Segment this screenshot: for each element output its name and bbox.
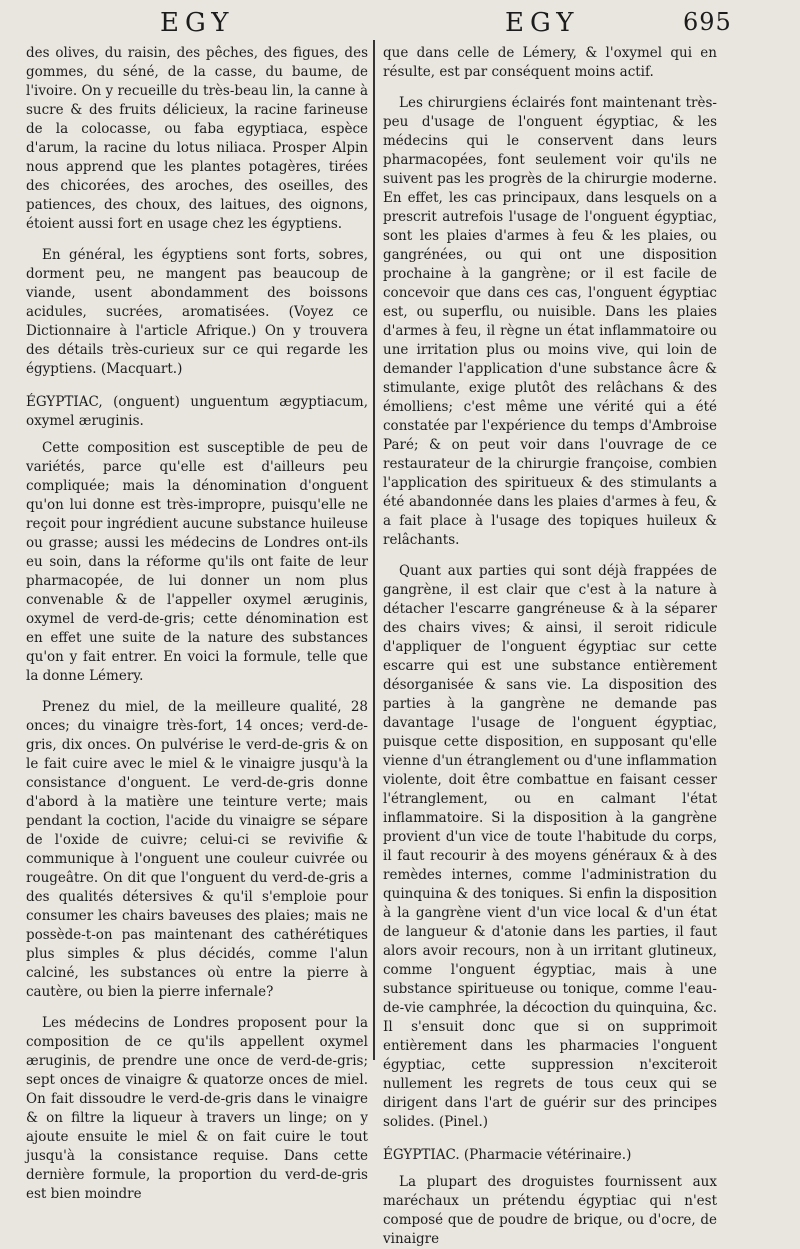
- entry-heading: ÉGYPTIAC. (Pharmacie vétérinaire.): [383, 1147, 632, 1163]
- paragraph: des olives, du raisin, des pêches, des figues, des gommes, du séné, de la casse, du baume, de l'ivoire. On y recueille du très-beau lin, la canne à sucre & des fruits délicieux, la racine farineuse de la colocasse, ou faba egyptiaca, espèce d'arum, la racine du lotus niliaca. Prosper Alpin nous apprend que les plantes potagères, tirées des chicorées, des aroches, des oseilles, des patiences, des choux, des laitues, des oignons, étoient aussi fort en usage chez les égyptiens.: [26, 45, 368, 232]
- paragraph: Cette composition est susceptible de peu de variétés, parce qu'elle est d'ailleurs peu compliquée; mais la dénomination d'onguent qu'on lui donne est très-impropre, puisqu'elle ne reçoit pour ingrédient aucune substance huileuse ou grasse; aussi les médecins de Londres ont-ils eu soin, dans la réforme qu'ils ont faite de leur pharmacopée, de lui donner un nom plus convenable & de l'appeller oxymel æruginis, oxymel de verd-de-gris; cette dénomination est en effet une suite de la nature des substances qu'on y fait entrer. En voici la formule, telle que la donne Lémery.: [26, 440, 368, 684]
- right-column: [383, 44, 717, 1247]
- left-column: [26, 44, 368, 1202]
- paragraph: La plupart des droguistes fournissent aux maréchaux un prétendu égyptiac qui n'est composé que de poudre de brique, ou d'ocre, de vinaigre: [383, 1174, 717, 1247]
- running-head-right: EGY: [505, 8, 580, 38]
- running-head-left: EGY: [160, 8, 235, 38]
- paragraph: En général, les égyptiens sont forts, sobres, dorment peu, ne mangent pas beaucoup de viande, usent abondamment des boissons acidules, sucrées, aromatisées. (Voyez ce Dictionnaire à l'article Afrique.) On y trouvera des détails très-curieux sur ce qui regarde les égyptiens. (Macquart.): [26, 247, 368, 377]
- column-divider: [373, 40, 375, 1060]
- paragraph: Les chirurgiens éclairés font maintenant très-peu d'usage de l'onguent égyptiac, & les médecins qui le conservent dans leurs pharmacopées, font seulement voir qu'ils ne suivent pas les progrès de la chirurgie moderne. En effet, les cas principaux, dans lesquels on a prescrit autrefois l'usage de l'onguent égyptiac, sont les plaies d'armes à feu & les plaies, ou gangrénées, ou qui ont une disposition prochaine à la gangrène; or il est facile de concevoir que dans ces cas, l'onguent égyptiac est, ou superflu, ou nuisible. Dans les plaies d'armes à feu, il règne un état inflammatoire ou une irritation plus ou moins vive, qui loin de demander l'application d'une substance âcre & stimulante, exige plutôt des relâchans & des émolliens; c'est même une vérité qui a été constatée par l'expérience du temps d'Ambroise Paré; & on peut voir dans l'ouvrage de ce restaurateur de la chirurgie françoise, combien l'application des spiritueux & des stimulants a été abandonnée dans les plaies d'armes à feu, & a fait place à l'usage des topiques huileux & relâchants.: [383, 95, 717, 548]
- paragraph: Prenez du miel, de la meilleure qualité, 28 onces; du vinaigre très-fort, 14 onces; verd-de-gris, dix onces. On pulvérise le verd-de-gris & on le fait cuire avec le miel & le vinaigre jusqu'à la consistance d'onguent. Le verd-de-gris donne d'abord à la matière une teinture verte; mais pendant la coction, l'acide du vinaigre se sépare de l'oxide de cuivre; celui-ci se revivifie & communique à l'onguent une couleur cuivrée ou rougeâtre. On dit que l'onguent du verd-de-gris a des qualités détersives & qu'il s'emploie pour consumer les chairs baveuses des plaies; mais ne possède-t-on pas maintenant des cathérétiques plus simples & plus décidés, comme l'alun calciné, les substances où entre la pierre à cautère, ou bien la pierre infernale?: [26, 699, 368, 1000]
- paragraph: Les médecins de Londres proposent pour la composition de ce qu'ils appellent oxymel æruginis, de prendre une once de verd-de-gris; sept onces de vinaigre & quatorze onces de miel. On fait dissoudre le verd-de-gris dans le vinaigre & on filtre la liqueur à travers un linge; on y ajoute ensuite le miel & on fait cuire le tout jusqu'à la consistance requise. Dans cette dernière formule, la proportion du verd-de-gris est bien moindre: [26, 1015, 368, 1202]
- paragraph: Quant aux parties qui sont déjà frappées de gangrène, il est clair que c'est à la nature à détacher l'escarre gangréneuse & à la séparer des chairs vives; & ainsi, il seroit ridicule d'appliquer de l'onguent égyptiac sur cette escarre qui est une substance entièrement désorganisée & sans vie. La disposition des parties à la gangrène ne demande pas davantage l'usage de l'onguent égyptiac, puisque cette disposition, en supposant qu'elle vienne d'un étranglement ou d'une inflammation violente, doit être combattue en faisant cesser l'étranglement, ou en calmant l'état inflammatoire. Si la disposition à la gangrène provient d'un vice de toute l'habitude du corps, il faut recourir à des moyens généraux & à des remèdes internes, comme l'administration du quinquina & des toniques. Si enfin la disposition à la gangrène vient d'un vice local & d'un état de langueur & d'atonie dans les parties, il faut alors avoir recours, non à un irritant glutineux, comme l'onguent égyptiac, mais à une substance spiritueuse ou tonique, comme l'eau-de-vie camphrée, la décoction du quinquina, &c. Il s'ensuit donc que si on supprimoit entièrement dans les pharmacies l'onguent égyptiac, cette suppression n'exciteroit nullement les regrets de tous ceux qui se dirigent dans l'art de guérir sur des principes solides. (Pinel.): [383, 563, 717, 1130]
- entry-heading: ÉGYPTIAC, (onguent) unguentum ægyptiacum, oxymel æruginis.: [26, 394, 368, 429]
- page-number: 695: [683, 8, 732, 36]
- paragraph: que dans celle de Lémery, & l'oxymel qui en résulte, est par conséquent moins actif.: [383, 45, 717, 80]
